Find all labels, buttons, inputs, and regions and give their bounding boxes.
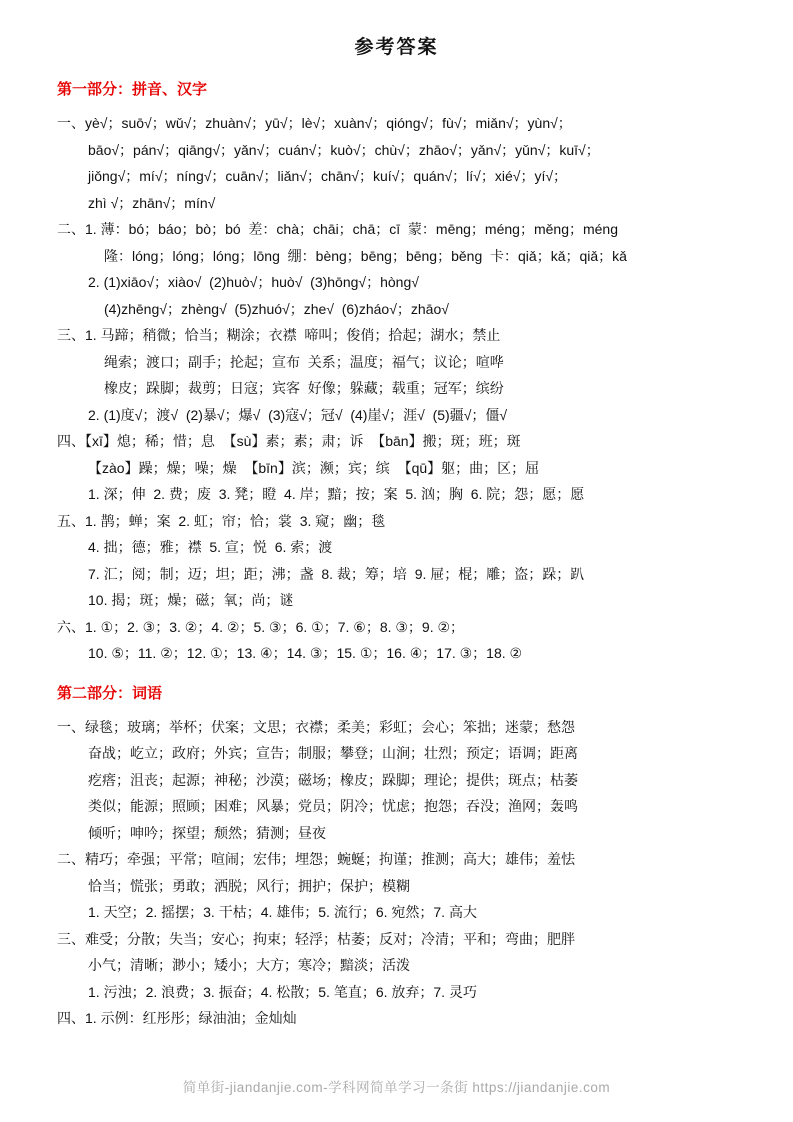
answer-line: 三、难受；分散；失当；安心；拘束；轻浮；枯萎；反对；冷清；平和；弯曲；肥胖 bbox=[57, 930, 575, 947]
answer-line: 【zào】躁；燥；噪；燥 【bīn】滨；濒；宾；缤 【qū】躯；曲；区；屈 bbox=[88, 459, 540, 476]
answer-line: zhì √；zhān√；mín√ bbox=[88, 194, 216, 211]
answer-line: bāo√；pán√；qiāng√；yǎn√；cuán√；kuò√；chù√；zhāo√；yǎn√；yǔn√；kuī√； bbox=[88, 141, 600, 158]
answer-line: 1. 污浊；2. 浪费；3. 振奋；4. 松散；5. 笔直；6. 放弃；7. 灵巧 bbox=[88, 983, 477, 1000]
answer-line: 疙瘩；沮丧；起源；神秘；沙漠；磁场；橡皮；跺脚；理论；提供；斑点；枯萎 bbox=[88, 771, 578, 788]
footer-watermark: 简单街-jiandanjie.com-学科网简单学习一条街 https://jiandanjie.com bbox=[182, 1080, 611, 1095]
answer-line: 恰当；慌张；勇敢；洒脱；风行；拥护；保护；模糊 bbox=[88, 877, 410, 894]
document-body bbox=[57, 77, 736, 1032]
answer-line: 2. (1)度√；渡√ (2)暴√；爆√ (3)寇√；冠√ (4)崖√；涯√ (5)疆√；僵√ bbox=[88, 406, 508, 423]
answer-line: 类似；能源；照顾；困难；风暴；党员；阴冷；忧虑；抱怨；吞没；渔网；轰鸣 bbox=[88, 798, 578, 814]
answer-line: 一、yè√；suō√；wǔ√；zhuàn√；yū√；lè√；xuàn√；qióng√；fù√；miǎn√；yùn√； bbox=[57, 115, 572, 131]
answer-line: 四、【xī】熄；稀；惜；息 【sù】素；素；肃；诉 【bān】搬；斑；班；斑 bbox=[57, 433, 521, 449]
answer-line: 四、1. 示例：红彤彤；绿油油；金灿灿 bbox=[57, 1010, 297, 1026]
section-heading: 第二部分：词语 bbox=[57, 684, 163, 702]
answer-line: 10. 揭；斑；燥；磁；氧；尚；谜 bbox=[88, 592, 294, 608]
page-title: 参考答案 bbox=[354, 37, 439, 58]
answer-line: 二、精巧；牵强；平常；喧闹；宏伟；埋怨；蜿蜒；拘谨；推测；高大；雄伟；羞怯 bbox=[57, 851, 575, 867]
answer-line: 1. 天空；2. 摇摆；3. 干枯；4. 雄伟；5. 流行；6. 宛然；7. 高大 bbox=[88, 904, 477, 920]
answer-line: 绳索；渡口；副手；抡起；宣布 关系；温度；福气；议论；喧哗 bbox=[104, 353, 504, 370]
answer-line: (4)zhēng√；zhèng√ (5)zhuó√；zhe√ (6)zháo√；zhāo√ bbox=[104, 300, 449, 317]
answer-line: 二、1. 薄：bó；báo；bò；bó 差：chà；chāi；chā；cī 蒙：mēng；méng；měng；méng bbox=[57, 221, 618, 237]
answer-line: jiǒng√；mí√；níng√；cuān√；liǎn√；chān√；kuí√；quán√；lí√；xié√；yí√； bbox=[88, 168, 568, 184]
answer-line: 隆：lóng；lóng；lóng；lōng 绷：bèng；bēng；bēng；běng 卡：qiǎ；kǎ；qiǎ；kǎ bbox=[104, 247, 627, 264]
answer-line: 橡皮；跺脚；裁剪；日寇；宾客 好像；躲藏；载重；冠军；缤纷 bbox=[104, 380, 504, 396]
answer-line: 倾听；呻吟；探望；颓然；猜测；昼夜 bbox=[88, 824, 326, 841]
answer-line: 2. (1)xiāo√；xiào√ (2)huò√；huò√ (3)hōng√；hòng√ bbox=[88, 274, 419, 290]
answer-line: 10. ⑤；11. ②；12. ①；13. ④；14. ③；15. ①；16. ④；17. ③；18. ② bbox=[88, 645, 523, 661]
answer-line: 奋战；屹立；政府；外宾；宣告；制服；攀登；山涧；壮烈；预定；语调；距离 bbox=[88, 745, 578, 761]
answer-line: 五、1. 鹊；蝉；案 2. 虹；帘；恰；裳 3. 窥；幽；毯 bbox=[57, 512, 386, 529]
answer-line: 六、1. ①；2. ③；3. ②；4. ②；5. ③；6. ①；7. ⑥；8. ③；9. ②； bbox=[57, 618, 465, 635]
answer-line: 三、1. 马蹄；稍微；恰当；糊涂；衣襟 啼叫；俊俏；拾起；湖水；禁止 bbox=[57, 327, 501, 343]
answer-line: 一、绿毯；玻璃；举杯；伏案；文思；衣襟；柔美；彩虹；会心；笨拙；迷蒙；愁怨 bbox=[57, 718, 575, 735]
answer-line: 4. 拙；德；雅；襟 5. 宣；悦 6. 索；渡 bbox=[88, 539, 333, 555]
answer-line: 7. 汇；阅；制；迈；坦；距；沸；盏 8. 裁；筹；培 9. 屉；棍；雕；盗；跺；趴 bbox=[88, 565, 585, 582]
section-heading: 第一部分：拼音、汉字 bbox=[57, 81, 208, 98]
answer-line: 小气；清晰；渺小；矮小；大方；寒冷；黯淡；活泼 bbox=[88, 957, 410, 973]
answer-line: 1. 深；伸 2. 费；废 3. 凳；瞪 4. 岸；黯；按；案 5. 汹；胸 6. 院；怨；愿；愿 bbox=[88, 486, 585, 502]
